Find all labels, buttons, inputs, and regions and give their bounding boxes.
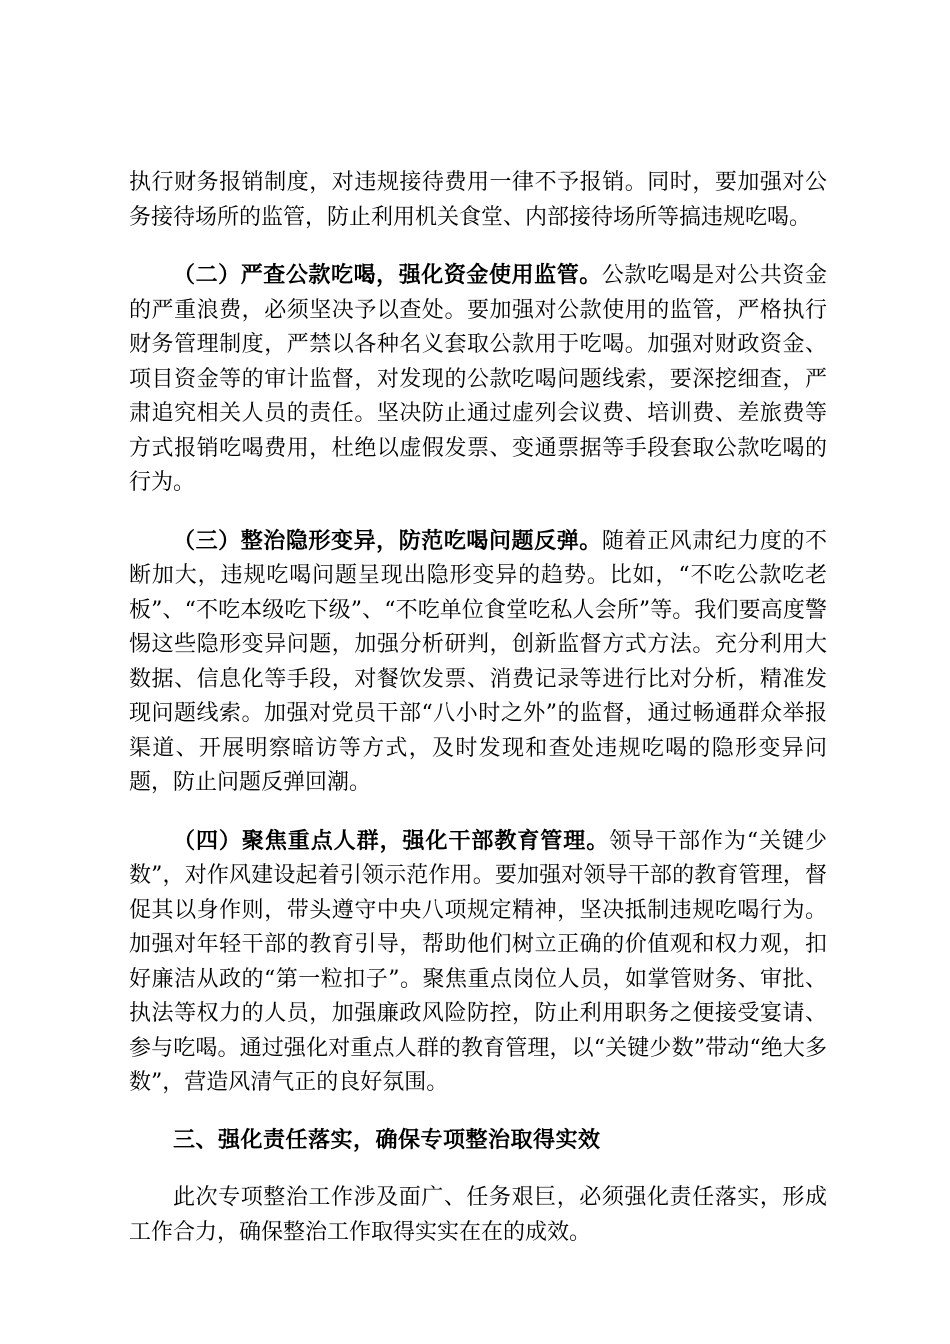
document-body — [129, 166, 827, 1273]
paragraph-item-3 — [129, 524, 827, 801]
paragraph-lead: （三）整治隐形变异，防范吃喝问题反弹。 — [173, 527, 602, 554]
paragraph-closing: 此次专项整治工作涉及面广、任务艰巨，必须强化责任落实，形成工作合力，确保整治工作取得实实在在的成效。 — [129, 1185, 827, 1245]
paragraph-item-4 — [129, 824, 827, 1101]
paragraph-text: 领导干部作为“关键少数”，对作风建设起着引领示范作用。要加强对领导干部的教育管理，督促其以身作则，带头遵守中央八项规定精神，坚决抵制违规吃喝行为。加强对年轻干部的教育引导，帮助他们树立正确的价值观和权力观，扣好廉洁从政的“第一粒扣子”。聚焦重点岗位人员，如掌管财务、审批、执法等权力的人员，加强廉政风险防控，防止利用职务之便接受宴请、参与吃喝。通过强化对重点人群的教育管理，以“关键少数”带动“绝大多数”，营造风清气正的良好氛围。 — [129, 828, 827, 1095]
paragraph-continued — [129, 166, 827, 235]
paragraph-item-2 — [129, 258, 827, 501]
paragraph-lead: （四）聚焦重点人群，强化干部教育管理。 — [173, 827, 610, 854]
paragraph-text: 随着正风肃纪力度的不断加大，违规吃喝问题呈现出隐形变异的趋势。比如，“不吃公款吃老板”、“不吃本级吃下级”、“不吃单位食堂吃私人会所”等。我们要高度警惕这些隐形变异问题，加强分析研判，创新监督方式方法。充分利用大数据、信息化等手段，对餐饮发票、消费记录等进行比对分析，精准发现问题线索。加强对党员干部“八小时之外”的监督，通过畅通群众举报渠道、开展明察暗访等方式，及时发现和查处违规吃喝的隐形变异问题，防止问题反弹回潮。 — [129, 528, 827, 795]
paragraph-text: 公款吃喝是对公共资金的严重浪费，必须坚决予以查处。要加强对公款使用的监管，严格执行财务管理制度，严禁以各种名义套取公款用于吃喝。加强对财政资金、项目资金等的审计监督，对发现的公款吃喝问题线索，要深挖细查，严肃追究相关人员的责任。坚决防止通过虚列会议费、培训费、差旅费等方式报销吃喝费用，杜绝以虚假发票、变通票据等手段套取公款吃喝的行为。 — [129, 263, 827, 495]
paragraph-text: 执行财务报销制度，对违规接待费用一律不予报销。同时，要加强对公务接待场所的监管，防止利用机关食堂、内部接待场所等搞违规吃喝。 — [129, 170, 827, 230]
paragraph-lead: （二）严查公款吃喝，强化资金使用监管。 — [173, 262, 602, 288]
section-heading: 三、强化责任落实，确保专项整治取得实效 — [173, 1127, 601, 1153]
